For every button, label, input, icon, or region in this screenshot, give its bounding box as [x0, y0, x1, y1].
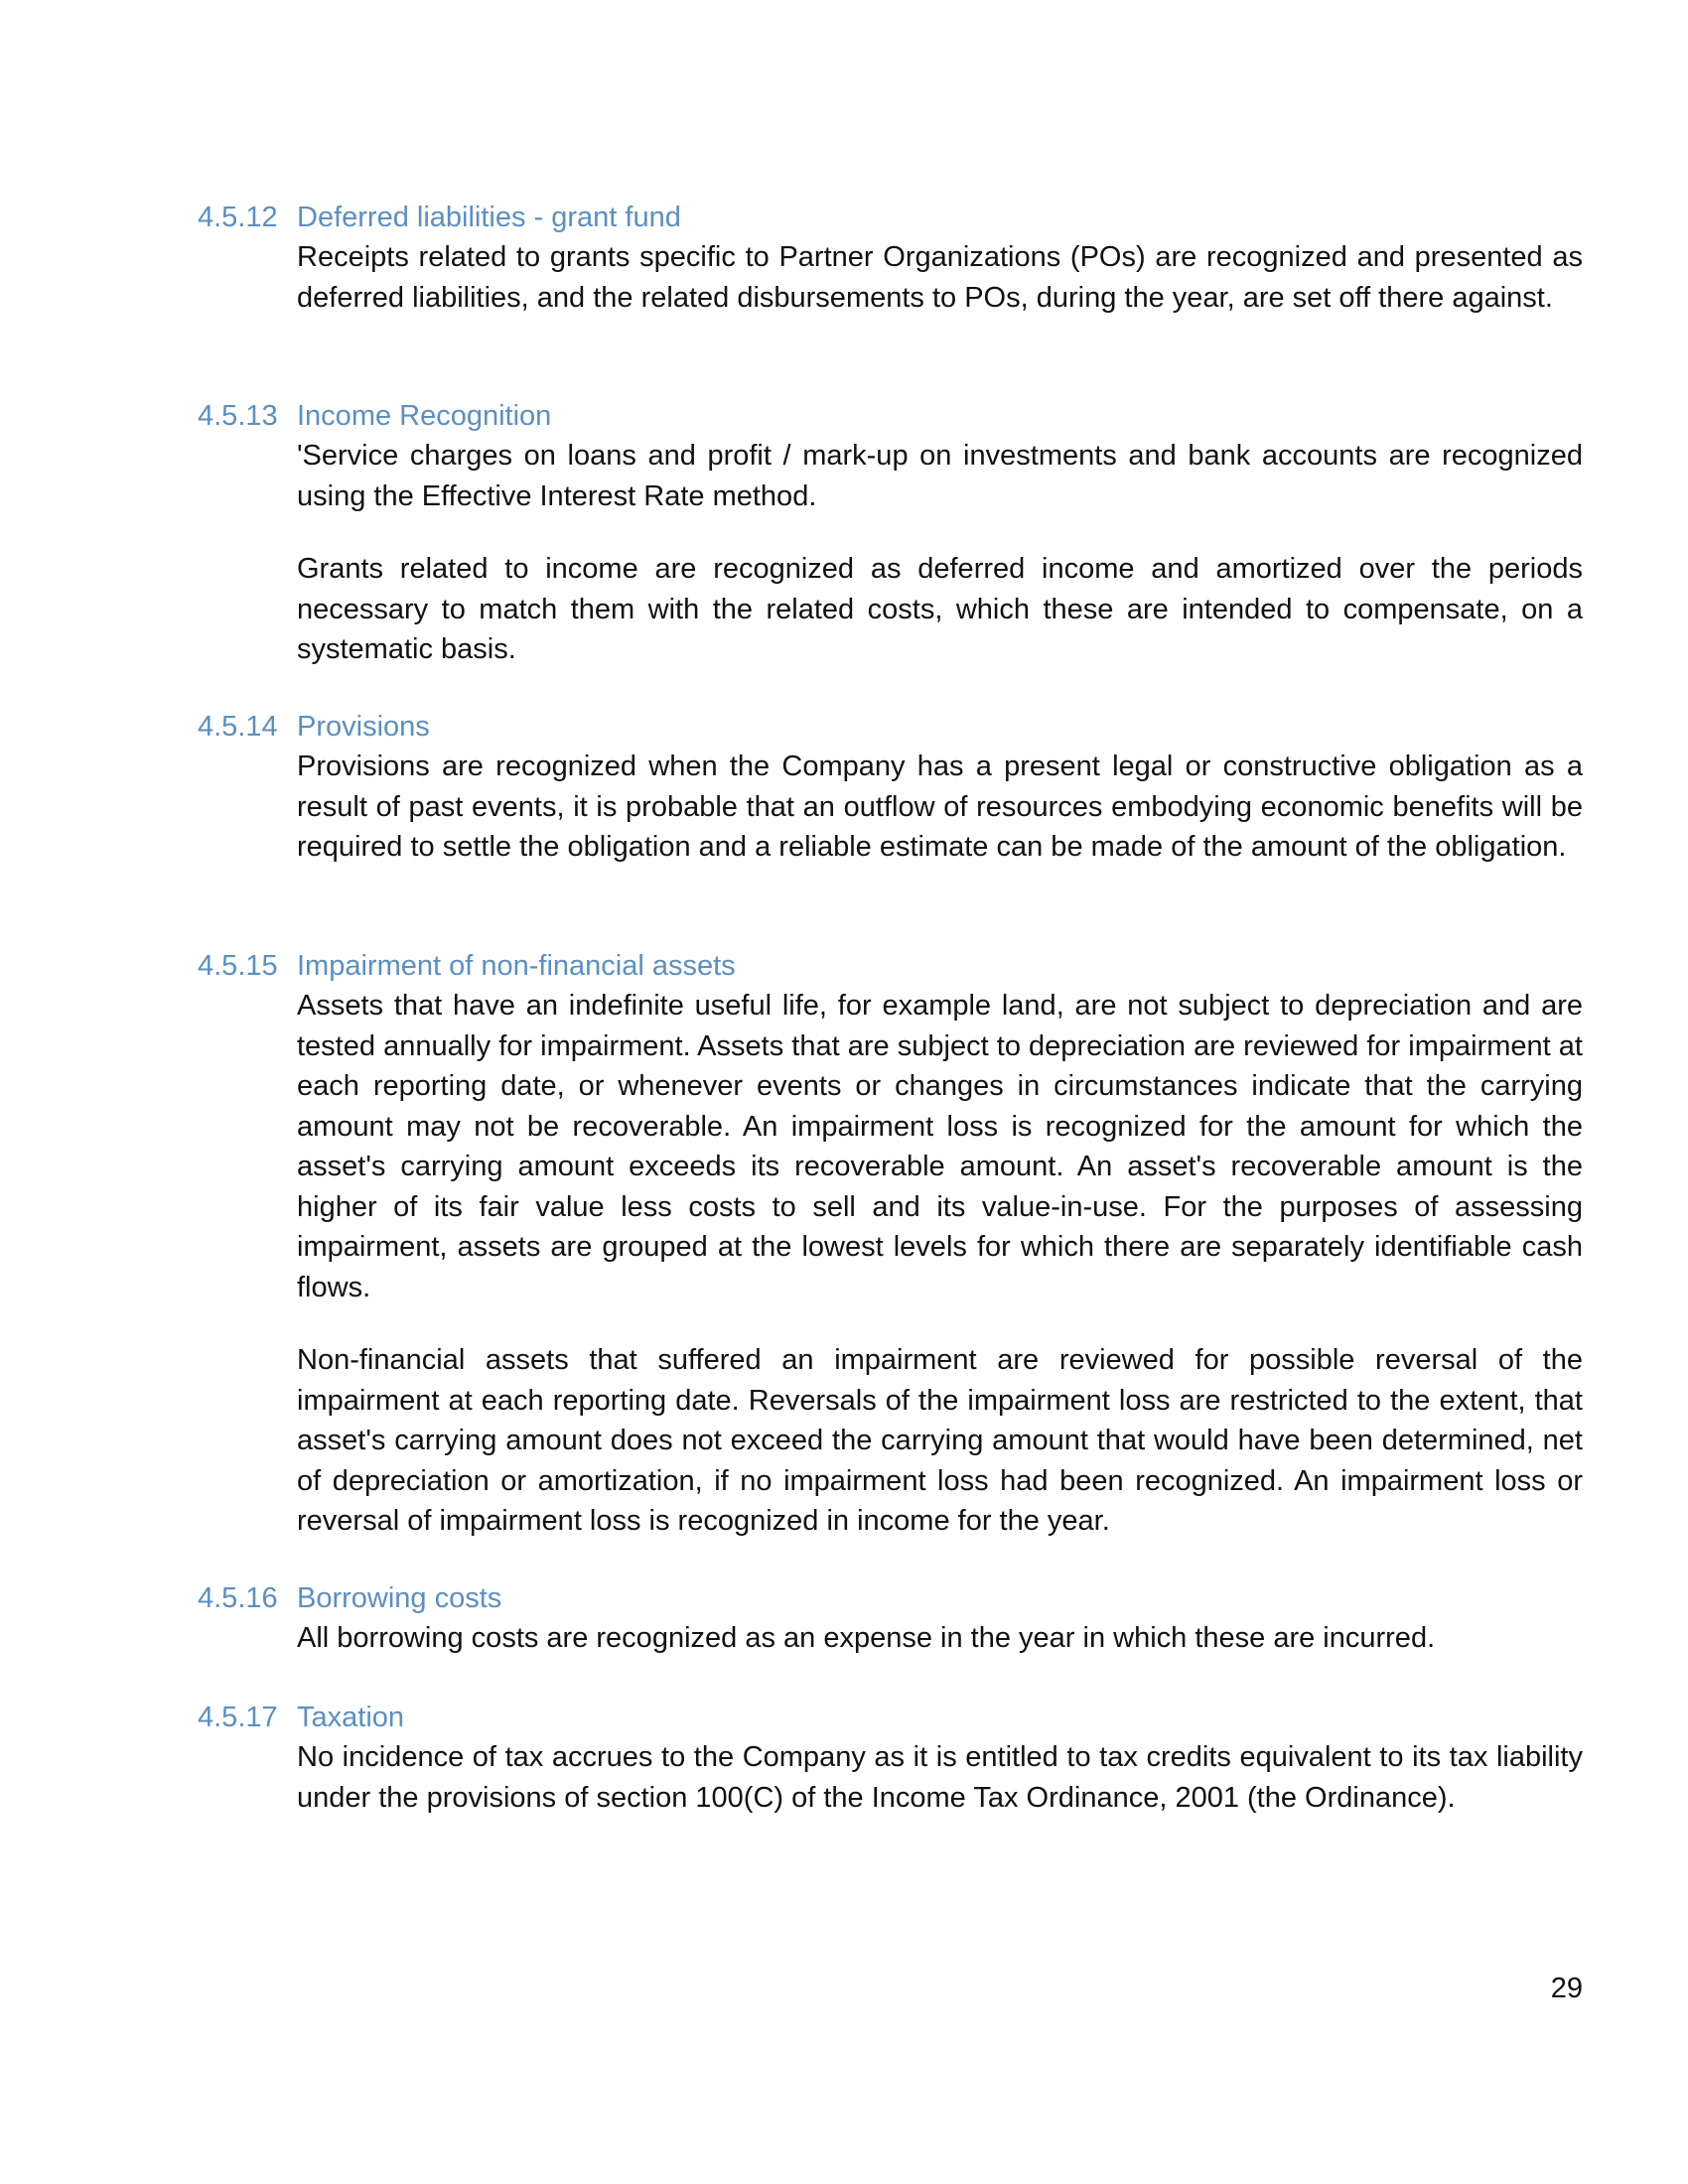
- section-body: [297, 1737, 1583, 1818]
- section-heading: [198, 1698, 1583, 1737]
- section-title: Taxation: [297, 1702, 405, 1733]
- section-title: Borrowing costs: [297, 1582, 502, 1614]
- section-number: 4.5.15: [198, 950, 278, 982]
- section-provisions: [198, 707, 1583, 868]
- section-taxation: [198, 1698, 1583, 1818]
- section-body: [297, 237, 1583, 318]
- section-title: Income Recognition: [297, 400, 552, 432]
- section-number: 4.5.16: [198, 1582, 278, 1614]
- paragraph: Receipts related to grants specific to Partner Organizations (POs) are recognized and presented as deferred liabilities, and the related disbursements to POs, during the year, are set off there against.: [297, 241, 1583, 314]
- section-heading: [198, 396, 1583, 436]
- paragraph: Assets that have an indefinite useful life, for example land, are not subject to depreciation and are tested annually for impairment. Assets that are subject to depreciation are reviewed for impairment at each reporting date, or whenever events or changes in circumstances indicate that the carrying amount may not be recoverable. An impairment loss is recognized for the amount for which the asset's carrying amount exceeds its recoverable amount. An asset's recoverable amount is the higher of its fair value less costs to sell and its value-in-use. For the purposes of assessing impairment, assets are grouped at the lowest levels for which there are separately identifiable cash flows.: [297, 990, 1583, 1303]
- section-deferred-liabilities: [198, 198, 1583, 318]
- section-heading: [198, 1578, 1583, 1618]
- section-body: [297, 436, 1583, 670]
- section-heading: [198, 198, 1583, 237]
- section-borrowing-costs: [198, 1578, 1583, 1659]
- section-income-recognition: [198, 396, 1583, 670]
- section-body: [297, 986, 1583, 1542]
- page-number: 29: [1550, 1973, 1583, 2004]
- paragraph: 'Service charges on loans and profit / mark-up on investments and bank accounts are recognized using the Effective Interest Rate method.: [297, 440, 1583, 512]
- section-number: 4.5.17: [198, 1702, 278, 1733]
- section-heading: [198, 946, 1583, 986]
- section-number: 4.5.14: [198, 711, 278, 743]
- section-title: Deferred liabilities - grant fund: [297, 202, 681, 233]
- section-number: 4.5.13: [198, 400, 278, 432]
- paragraph: Provisions are recognized when the Company has a present legal or constructive obligation as a result of past events, it is probable that an outflow of resources embodying economic benefits will be required to settle the obligation and a reliable estimate can be made of the amount of the obligation.: [297, 751, 1583, 863]
- section-number: 4.5.12: [198, 202, 278, 233]
- section-heading: [198, 707, 1583, 747]
- paragraph: All borrowing costs are recognized as an expense in the year in which these are incurred.: [297, 1622, 1436, 1654]
- paragraph: Non-financial assets that suffered an impairment are reviewed for possible reversal of the impairment at each reporting date. Reversals of the impairment loss are restricted to the extent, that asset's carrying amount does not exceed the carrying amount that would have been determined, net of depreciation or amortization, if no impairment loss had been recognized. An impairment loss or reversal of impairment loss is recognized in income for the year.: [297, 1344, 1583, 1537]
- section-body: [297, 1618, 1583, 1659]
- section-impairment: [198, 946, 1583, 1542]
- section-body: [297, 747, 1583, 868]
- section-title: Impairment of non-financial assets: [297, 950, 736, 982]
- section-title: Provisions: [297, 711, 430, 743]
- paragraph: Grants related to income are recognized as deferred income and amortized over the periods necessary to match them with the related costs, which these are intended to compensate, on a systematic basis.: [297, 553, 1583, 665]
- paragraph: No incidence of tax accrues to the Company as it is entitled to tax credits equivalent to its tax liability under the provisions of section 100(C) of the Income Tax Ordinance, 2001 (the Ordinance).: [297, 1741, 1583, 1814]
